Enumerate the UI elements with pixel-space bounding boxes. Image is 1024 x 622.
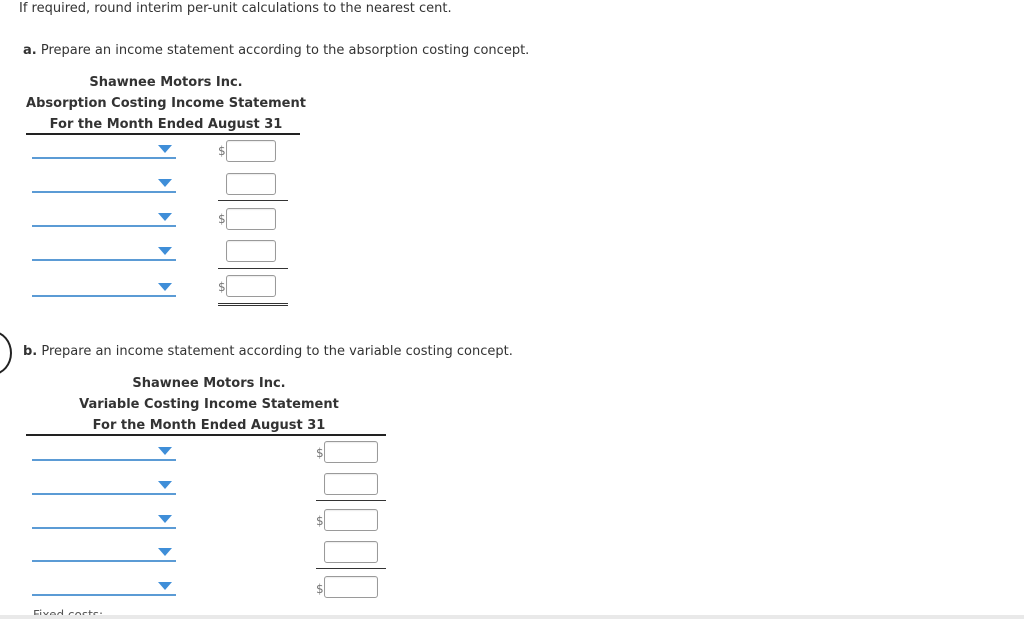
part-a-row-3-dropdown[interactable] (32, 209, 176, 227)
part-a-row-1-dropdown[interactable] (32, 141, 176, 159)
part-a-row-1-dollar-sign: $ (218, 144, 226, 158)
dropdown-arrow-icon (158, 247, 172, 255)
part-b-row-4-dropdown[interactable] (32, 544, 176, 562)
part-a-statement-header (26, 72, 306, 135)
part-b-row-3-amount-input[interactable] (324, 509, 378, 531)
part-a-statement-title: Absorption Costing Income Statement (26, 96, 306, 111)
part-b-row-4-amount-input[interactable] (324, 541, 378, 563)
dropdown-arrow-icon (158, 283, 172, 291)
part-a-row-5-dropdown[interactable] (32, 279, 176, 297)
part-b-row-1-dropdown[interactable] (32, 443, 176, 461)
part-b-row-2-dropdown[interactable] (32, 477, 176, 495)
part-a-company-name: Shawnee Motors Inc. (89, 75, 243, 90)
part-b-row-5-dropdown[interactable] (32, 578, 176, 596)
part-a-row-1-amount-input[interactable] (226, 140, 276, 162)
part-b-letter: b. (23, 344, 38, 359)
bottom-scroll-edge (0, 615, 1024, 619)
part-a-row-3-amount-input[interactable] (226, 208, 276, 230)
dropdown-arrow-icon (158, 515, 172, 523)
dropdown-arrow-icon (158, 582, 172, 590)
part-b-row-4-underline (316, 568, 386, 569)
part-b-prompt-text: Prepare an income statement according to the variable costing concept. (41, 344, 513, 359)
part-a-prompt (23, 43, 529, 58)
part-b-row-5-dollar-sign: $ (316, 582, 324, 596)
part-a-row-2-amount-input[interactable] (226, 173, 276, 195)
part-b-row-3-dollar-sign: $ (316, 514, 324, 528)
part-b-row-2-underline (316, 500, 386, 501)
part-a-prompt-text: Prepare an income statement according to the absorption costing concept. (40, 43, 530, 58)
part-a-period: For the Month Ended August 31 (49, 117, 283, 132)
part-a-header-rule (26, 133, 300, 135)
part-b-row-2-amount-input[interactable] (324, 473, 378, 495)
part-a-row-2-underline (218, 200, 288, 201)
part-a-total-double-underline (218, 303, 288, 306)
dropdown-arrow-icon (158, 179, 172, 187)
part-a-row-3-dollar-sign: $ (218, 212, 226, 226)
dropdown-arrow-icon (158, 213, 172, 221)
part-a-row-4-amount-input[interactable] (226, 240, 276, 262)
part-a-row-5-dollar-sign: $ (218, 280, 226, 294)
dropdown-arrow-icon (158, 145, 172, 153)
dropdown-arrow-icon (158, 481, 172, 489)
part-a-row-4-dropdown[interactable] (32, 243, 176, 261)
part-b-row-3-dropdown[interactable] (32, 511, 176, 529)
part-b-statement-header (26, 373, 392, 436)
part-b-row-5-amount-input[interactable] (324, 576, 378, 598)
part-b-company-name: Shawnee Motors Inc. (132, 376, 286, 391)
part-a-letter: a. (23, 43, 37, 58)
part-b-row-1-dollar-sign: $ (316, 446, 324, 460)
part-a-row-5-amount-input[interactable] (226, 275, 276, 297)
part-b-prompt (23, 344, 513, 359)
step-marker-circle (0, 331, 12, 375)
part-a-row-4-underline (218, 268, 288, 269)
instruction-text: If required, round interim per-unit calculations to the nearest cent. (19, 1, 452, 16)
part-b-row-1-amount-input[interactable] (324, 441, 378, 463)
part-a-row-2-dropdown[interactable] (32, 175, 176, 193)
dropdown-arrow-icon (158, 447, 172, 455)
part-b-statement-title: Variable Costing Income Statement (79, 397, 339, 412)
part-b-header-rule (26, 434, 386, 436)
dropdown-arrow-icon (158, 548, 172, 556)
part-b-period: For the Month Ended August 31 (92, 418, 326, 433)
